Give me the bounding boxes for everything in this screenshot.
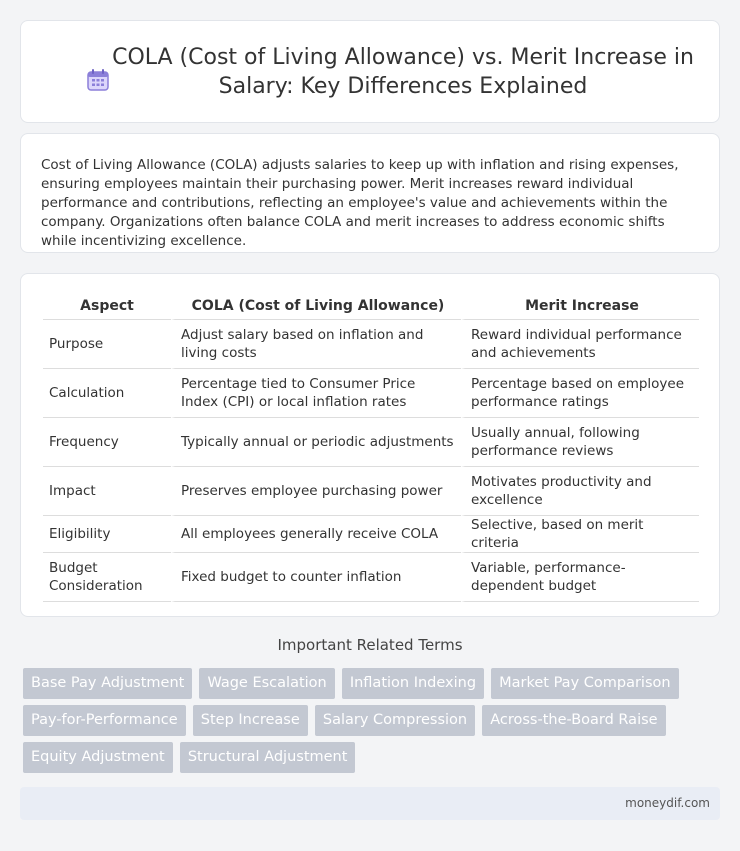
table-row (43, 553, 699, 602)
table-cell: Budget Consideration (43, 553, 171, 602)
table-cell: Calculation (43, 369, 171, 418)
table-row (43, 320, 699, 369)
site-name[interactable]: moneydif.com (625, 796, 710, 810)
table-cell: Usually annual, following performance reviews (461, 418, 699, 467)
title-card (20, 20, 720, 123)
table-cell: Selective, based on merit criteria (461, 516, 699, 553)
description-text: Cost of Living Allowance (COLA) adjusts salaries to keep up with inflation and rising expenses, ensuring employees maintain their purchasing power. Merit increases reward individual performance and contributions, reflecting an employee's value and achievements within the company. Organizations often balance COLA and merit increases to address economic shifts while incentivizing excellence. (41, 157, 679, 249)
table-header-row (43, 294, 699, 320)
table-row (43, 467, 699, 516)
table-cell: Percentage based on employee performance ratings (461, 369, 699, 418)
related-term-tag[interactable]: Market Pay Comparison (491, 668, 678, 699)
table-cell: Adjust salary based on inflation and living costs (171, 320, 461, 369)
related-term-tag[interactable]: Salary Compression (315, 705, 475, 736)
footer-bar (20, 787, 720, 820)
comparison-table-card (20, 273, 720, 617)
column-header: Merit Increase (461, 294, 699, 320)
table-cell: Purpose (43, 320, 171, 369)
page-title: COLA (Cost of Living Allowance) vs. Merit Increase in Salary: Key Differences Explained (112, 45, 694, 99)
related-term-tag[interactable]: Across-the-Board Raise (482, 705, 665, 736)
description-card (20, 133, 720, 253)
related-term-tag[interactable]: Pay-for-Performance (23, 705, 186, 736)
table-cell: Reward individual performance and achievements (461, 320, 699, 369)
table-row (43, 516, 699, 553)
column-header: COLA (Cost of Living Allowance) (171, 294, 461, 320)
table-cell: Impact (43, 467, 171, 516)
table-cell: Motivates productivity and excellence (461, 467, 699, 516)
table-cell: Percentage tied to Consumer Price Index (CPI) or local inflation rates (171, 369, 461, 418)
related-terms-list (23, 668, 713, 779)
related-terms-heading: Important Related Terms (277, 636, 463, 654)
related-term-tag[interactable]: Step Increase (193, 705, 308, 736)
related-term-tag[interactable]: Base Pay Adjustment (23, 668, 192, 699)
related-term-tag[interactable]: Structural Adjustment (180, 742, 356, 773)
comparison-table (43, 294, 699, 602)
related-term-tag[interactable]: Wage Escalation (199, 668, 334, 699)
table-row (43, 369, 699, 418)
table-row (43, 418, 699, 467)
table-cell: Eligibility (43, 516, 171, 553)
table-cell: Frequency (43, 418, 171, 467)
table-cell: Preserves employee purchasing power (171, 467, 461, 516)
table-cell: Fixed budget to counter inflation (171, 553, 461, 602)
table-cell: All employees generally receive COLA (171, 516, 461, 553)
table-cell: Typically annual or periodic adjustments (171, 418, 461, 467)
related-term-tag[interactable]: Inflation Indexing (342, 668, 484, 699)
related-term-tag[interactable]: Equity Adjustment (23, 742, 173, 773)
column-header: Aspect (43, 294, 171, 320)
table-cell: Variable, performance-dependent budget (461, 553, 699, 602)
